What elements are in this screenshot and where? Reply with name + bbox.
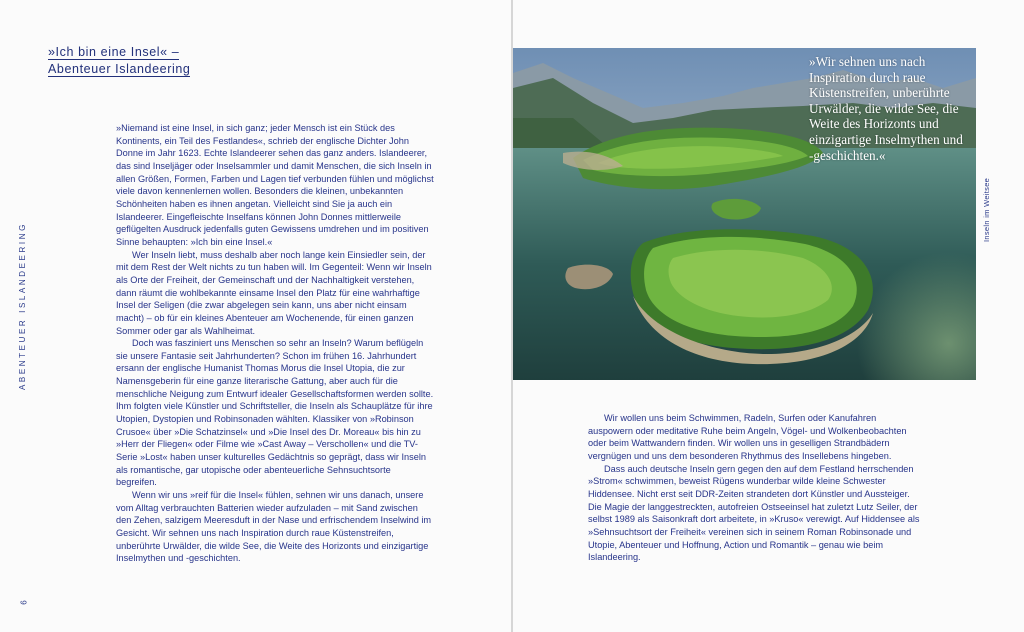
chapter-heading-line-2: Abenteuer Islandeering — [48, 62, 191, 76]
page-number: 6 — [19, 600, 29, 605]
body-paragraph: Dass auch deutsche Inseln gern gegen den auf dem Festland herrschenden »Strom« schwimmen, beweist Rügens wunderbar wilde kleine Schwester Hiddensee. Nicht erst seit DDR-Zeiten strandeten dort Künstler und Aussteiger. Die Magie der langgestreckten, autofreien Ostseeinsel hat zuletzt Lutz Seiler, der selbst 1989 als Saisonkraft dort arbeitete, in »Kruso« verewigt. Auf Hiddensee als »Sehnsuchtsort der Freiheit« vereinen sich in seinem Roman Robinsonade und Utopie, Abenteuer und Hoffnung, Action und Romantik – genau wie beim Islandeering. — [588, 463, 920, 563]
right-body-text — [588, 412, 920, 564]
body-paragraph: Wenn wir uns »reif für die Insel« fühlen, sehnen wir uns danach, unsere vom Alltag verbrauchten Batterien wieder aufzuladen – mit Sand zwischen den Zehen, salzigem Meeresduft in der Nase und erfrischendem Inselwind im Gesicht. Wir sehnen uns nach Inspiration durch raue Küstenstreifen, unberührte Urwälder, die wilde See, die Weite des Horizonts und einzigartige Inselmythen und -geschichten. — [116, 490, 432, 564]
body-paragraph: Doch was fasziniert uns Menschen so sehr an Inseln? Warum beflügeln sie unsere Fantasie seit Jahrhunderten? Schon im frühen 16. Jahrhundert ersann der englische Humanist Thomas Morus die Insel Utopia, die zur Namensgeberin für eine ganze literarische Gattung, aber auch für die menschliche Neigung zum Entwurf idealer Gesellschaftsformen werden sollte. Ihm folgten viele Künstler und Schriftsteller, die Inseln als Schauplätze für ihre Utopien, Dystopien und Robinsonaden wählten. Klassiker von »Robinson Crusoe« über »Die Schatzinsel« und »Die Insel des Dr. Moreau« bis hin zu »Herr der Fliegen« oder Filme wie »Cast Away – Verschollen« und die TV-Serie »Lost« haben unser kulturelles Gedächtnis so geprägt, dass wir Inseln als romantische, gar utopische oder abenteuerliche Sehnsuchtsorte begreifen. — [116, 338, 434, 488]
photo-caption: Inseln im Weitsee — [982, 177, 991, 242]
body-paragraph: Wir wollen uns beim Schwimmen, Radeln, Surfen oder Kanufahren auspowern oder meditative Ruhe beim Angeln, Vögel- und Wolkenbeobachten oder beim Wattwandern finden. Wir wollen uns in geselligen Strandbädern vergnügen und uns dem besonderen Rhythmus des Insellebens hingeben. — [588, 413, 907, 461]
chapter-heading-line-1: »Ich bin eine Insel« – — [48, 45, 180, 59]
left-body-text — [116, 122, 434, 565]
chapter-heading — [48, 44, 288, 78]
body-paragraph: »Niemand ist eine Insel, in sich ganz; jeder Mensch ist ein Stück des Kontinents, ein Teil des Festlandes«, schrieb der englische Dichter John Donne im Jahr 1623. Echte Islandeerer sehen das ganz anders. Islandeerer, das sind Inseljäger oder Inselsammler und damit Menschen, die sich Inseln in allen Größen, Formen, Farben und Lagen tief verbunden fühlen und möglichst viele davon kennenlernen wollen. Besonders die kleinen, unbekannten Schönheiten haben es ihnen angetan. Vielleicht sind Sie ja auch ein Islandeerer. Eingefleischte Inselfans können John Donnes mittlerweile geflügelten Ausdruck jedenfalls guten Gewissens umdrehen und im positiven Sinne behaupten: »Ich bin eine Insel.« — [116, 123, 434, 247]
running-head: ABENTEUER ISLANDEERING — [18, 222, 27, 390]
pull-quote: »Wir sehnen uns nach Inspiration durch raue Küstenstreifen, unberührte Urwälder, die wilde See, die Weite des Horizonts und einzigartige Inselmythen und -geschichten.« — [809, 54, 963, 163]
body-paragraph: Wer Inseln liebt, muss deshalb aber noch lange kein Einsiedler sein, der mit dem Rest der Welt nichts zu tun haben will. Im Gegenteil: Wenn wir Inseln als Orte der Freiheit, der Gemeinschaft und der Nachhaltigkeit verstehen, dann räumt die wohlbekannte einsame Insel den Platz für eine wahrhaftige Insel der Seligen (die zwar abgelegen sein kann, uns aber nicht einsam macht) – ob für ein kleines Abenteuer am Wochenende, für einen ganzen Sommer oder gar als Wahlheimat. — [116, 249, 432, 336]
